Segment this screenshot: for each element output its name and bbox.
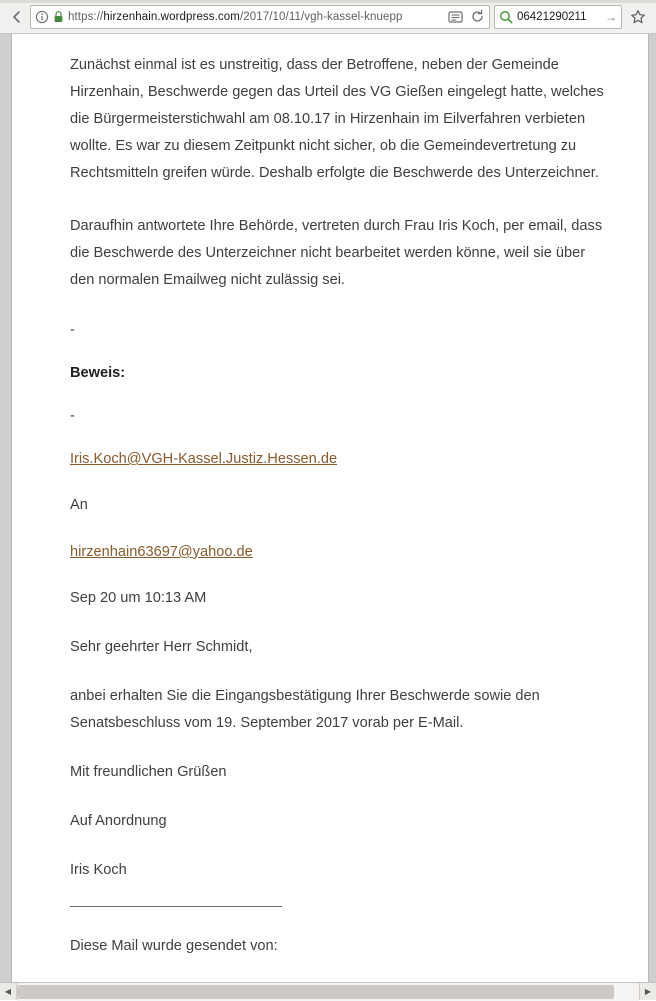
scrollbar-thumb[interactable]	[17, 985, 614, 999]
paragraph-1: Zunächst einmal ist es unstreitig, dass der Betroffene, neben der Gemeinde Hirzenhain, Beschwerde gegen das Urteil des VG Gießen eingelegt hatte, welches die Bürgermeisterstichwahl am 08.10.17 in Hirzenhain im Eilverfahren verbieten wollte. Es war zu diesem Zeitpunkt nicht sicher, ob die Gemeindevertretung zu Rechtsmitteln greifen würde. Deshalb erfolgte die Beschwerde des Unterzeichner.	[70, 57, 604, 181]
address-bar-url	[68, 11, 444, 23]
star-icon	[630, 9, 646, 25]
back-arrow-icon	[10, 10, 24, 24]
email-from-line	[70, 448, 606, 470]
separator-dash-2: -	[70, 408, 75, 424]
address-bar[interactable]	[30, 5, 490, 29]
url-prefix: https://	[68, 10, 104, 23]
article-content	[12, 34, 648, 982]
email-to-link[interactable]: hirzenhain63697@yahoo.de	[70, 544, 253, 560]
browser-toolbar	[0, 0, 656, 34]
order-line: Auf Anordnung	[70, 813, 167, 829]
scroll-right-arrow-icon[interactable]: ▶	[639, 983, 656, 1000]
email-date: Sep 20 um 10:13 AM	[70, 590, 207, 606]
page-info-icon[interactable]	[35, 10, 49, 24]
url-host: hirzenhain.wordpress.com	[103, 10, 240, 23]
search-engine-icon[interactable]	[499, 10, 513, 24]
bookmark-button[interactable]	[626, 5, 650, 29]
email-to-line	[70, 541, 606, 563]
email-body: anbei erhalten Sie die Eingangsbestätigung Ihrer Beschwerde sowie den Senatsbeschluss vom 19. September 2017 vorab per E-Mail.	[70, 688, 540, 731]
reader-view-icon[interactable]	[448, 10, 464, 24]
horizontal-scrollbar[interactable]	[0, 982, 656, 1000]
salutation: Sehr geehrter Herr Schmidt,	[70, 639, 253, 655]
footer-line: Diese Mail wurde gesendet von:	[70, 938, 278, 954]
paragraph-2: Daraufhin antwortete Ihre Behörde, vertreten durch Frau Iris Koch, per email, dass die Beschwerde des Unterzeichner nicht bearbeitet werden könne, weil sie über den normalen Emailweg nicht zulässig sei.	[70, 218, 603, 288]
page-right-margin	[648, 34, 656, 982]
back-button[interactable]	[6, 6, 28, 28]
search-input[interactable]: 06421290211	[517, 10, 587, 23]
page-viewport	[0, 34, 656, 982]
go-arrow-icon[interactable]: →	[605, 9, 617, 24]
scrollbar-track[interactable]	[17, 983, 639, 1001]
separator-dash-1: -	[70, 322, 75, 338]
url-path: /2017/10/11/vgh-kassel-knuepp	[239, 10, 403, 23]
scroll-left-arrow-icon[interactable]: ◀	[0, 983, 17, 1000]
reload-icon[interactable]	[470, 9, 485, 24]
an-label: An	[70, 497, 88, 513]
address-bar-actions	[444, 9, 485, 24]
page-left-margin	[0, 34, 12, 982]
closing: Mit freundlichen Grüßen	[70, 764, 227, 780]
signature: Iris Koch	[70, 862, 127, 878]
divider	[70, 906, 282, 907]
beweis-label: Beweis:	[70, 365, 126, 381]
lock-icon	[53, 10, 64, 23]
search-bar[interactable]	[494, 5, 622, 29]
email-from-link[interactable]: Iris.Koch@VGH-Kassel.Justiz.Hessen.de	[70, 451, 338, 467]
